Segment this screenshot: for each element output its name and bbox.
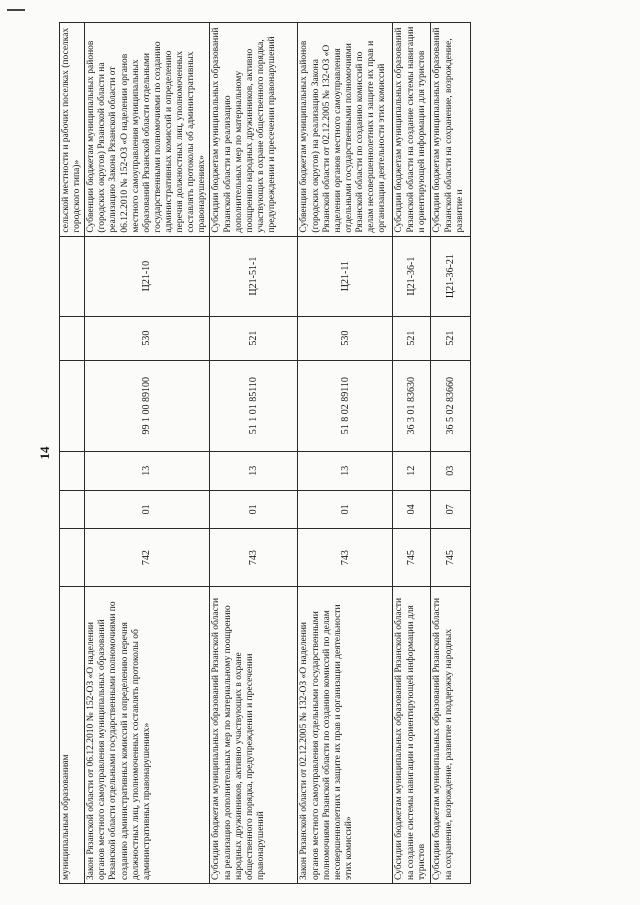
cell-subsection: 13 — [210, 451, 298, 490]
cell-admin-code: 742 — [85, 528, 210, 586]
table-row — [431, 22, 471, 883]
cell-admin-code: 745 — [431, 528, 471, 586]
cell-section — [60, 490, 85, 529]
cell-purpose-code: Ц21-11 — [298, 236, 393, 316]
cell-admin-code: 743 — [298, 528, 393, 586]
cell-purpose-code: Ц21-51-1 — [210, 236, 298, 316]
cell-target-article — [60, 360, 85, 451]
cell-target-article: 51 1 01 85110 — [210, 360, 298, 451]
cell-target-article: 51 8 02 89110 — [298, 360, 393, 451]
cell-description: Субвенции бюджетам муниципальных районов (городских округов) Рязанской области на реализацию Закона Рязанской области от 06.12.2010 № 152-ОЗ «О наделении органов местного самоуправления муниципальных образований Рязанской области отдельными государственными полномочиями по созданию административных комиссий и определению перечня должностных лиц, уполномоченных составлять протоколы об административных правонарушениях» — [85, 22, 210, 236]
cell-section: 01 — [210, 490, 298, 529]
table-row — [60, 22, 85, 883]
cell-section: 01 — [298, 490, 393, 529]
cell-subsection — [60, 451, 85, 490]
cell-expense-type: 530 — [85, 316, 210, 360]
cell-subsection: 13 — [85, 451, 210, 490]
cell-purpose-code: Ц21-36-21 — [431, 236, 471, 316]
cell-name: Субсидии бюджетам муниципальных образований Рязанской области на создание системы навигации и ориентирующей информации для туристов — [393, 586, 431, 883]
cell-target-article: 36 5 02 83660 — [431, 360, 471, 451]
cell-description: Субсидии бюджетам муниципальных образований Рязанской области на реализацию дополнительных мер по материальному поощрению народных дружинников, активно участвующих в охране общественного порядка, предупреждении и пресечении правонарушений — [210, 22, 298, 236]
cell-name: Закон Рязанской области от 02.12.2005 № 132-ОЗ «О наделении органов местного самоуправления отдельными государственными полномочиями Рязанской области по созданию комиссий по делам несовершеннолетних и защите их прав и организации деятельности этих комиссий» — [298, 586, 393, 883]
table-row — [393, 22, 431, 883]
cell-expense-type: 530 — [298, 316, 393, 360]
cell-admin-code — [60, 528, 85, 586]
cell-purpose-code: Ц21-36-1 — [393, 236, 431, 316]
cell-section: 07 — [431, 490, 471, 529]
cell-expense-type: 521 — [393, 316, 431, 360]
cell-purpose-code — [60, 236, 85, 316]
budget-table — [59, 22, 471, 884]
cell-section: 01 — [85, 490, 210, 529]
cell-description: Субвенции бюджетам муниципальных районов (городских округов) на реализацию Закона Рязанской области от 02.12.2005 № 132-ОЗ «О наделении органов местного самоуправления отдельными государственными полномочиями Рязанской области по созданию комиссий по делам несовершеннолетних и защите их прав и организации деятельности этих комиссий — [298, 22, 393, 236]
cell-purpose-code: Ц21-10 — [85, 236, 210, 316]
table-row — [85, 22, 210, 883]
table-row — [210, 22, 298, 883]
cell-subsection: 12 — [393, 451, 431, 490]
page-number: 14 — [37, 446, 52, 459]
cell-description: Субсидии бюджетам муниципальных образований Рязанской области на сохранение, возрождение, развитие и — [431, 22, 471, 236]
cell-admin-code: 743 — [210, 528, 298, 586]
cell-description: сельской местности и рабочих поселках (поселках городского типа)» — [60, 22, 85, 236]
cell-name: Закон Рязанской области от 06.12.2010 № 152-ОЗ «О наделении органов местного самоуправления муниципальных образований Рязанской области отдельными государственными полномочиями по созданию административных комиссий и определению перечня должностных лиц, уполномоченных составлять протоколы об административных правонарушениях» — [85, 586, 210, 883]
cell-description: Субсидии бюджетам муниципальных образований Рязанской области на создание системы навигации и ориентирующей информации для туристов — [393, 22, 431, 236]
table-row — [298, 22, 393, 883]
cell-admin-code: 745 — [393, 528, 431, 586]
scan-mark — [7, 9, 25, 11]
cell-name: муниципальным образованиям — [60, 586, 85, 883]
rotated-content — [35, 22, 605, 884]
cell-subsection: 03 — [431, 451, 471, 490]
cell-target-article: 99 1 00 89100 — [85, 360, 210, 451]
cell-subsection: 13 — [298, 451, 393, 490]
cell-expense-type: 521 — [210, 316, 298, 360]
cell-expense-type — [60, 316, 85, 360]
cell-section: 04 — [393, 490, 431, 529]
cell-expense-type: 521 — [431, 316, 471, 360]
cell-name: Субсидии бюджетам муниципальных образований Рязанской области на сохранение, возрождение, развитие и поддержку народных — [431, 586, 471, 883]
cell-target-article: 36 3 01 83630 — [393, 360, 431, 451]
cell-name: Субсидии бюджетам муниципальных образований Рязанской области на реализацию дополнительных мер по материальному поощрению народных дружинников, активно участвующих в охране общественного порядка, предупреждении и пресечении правонарушений — [210, 586, 298, 883]
